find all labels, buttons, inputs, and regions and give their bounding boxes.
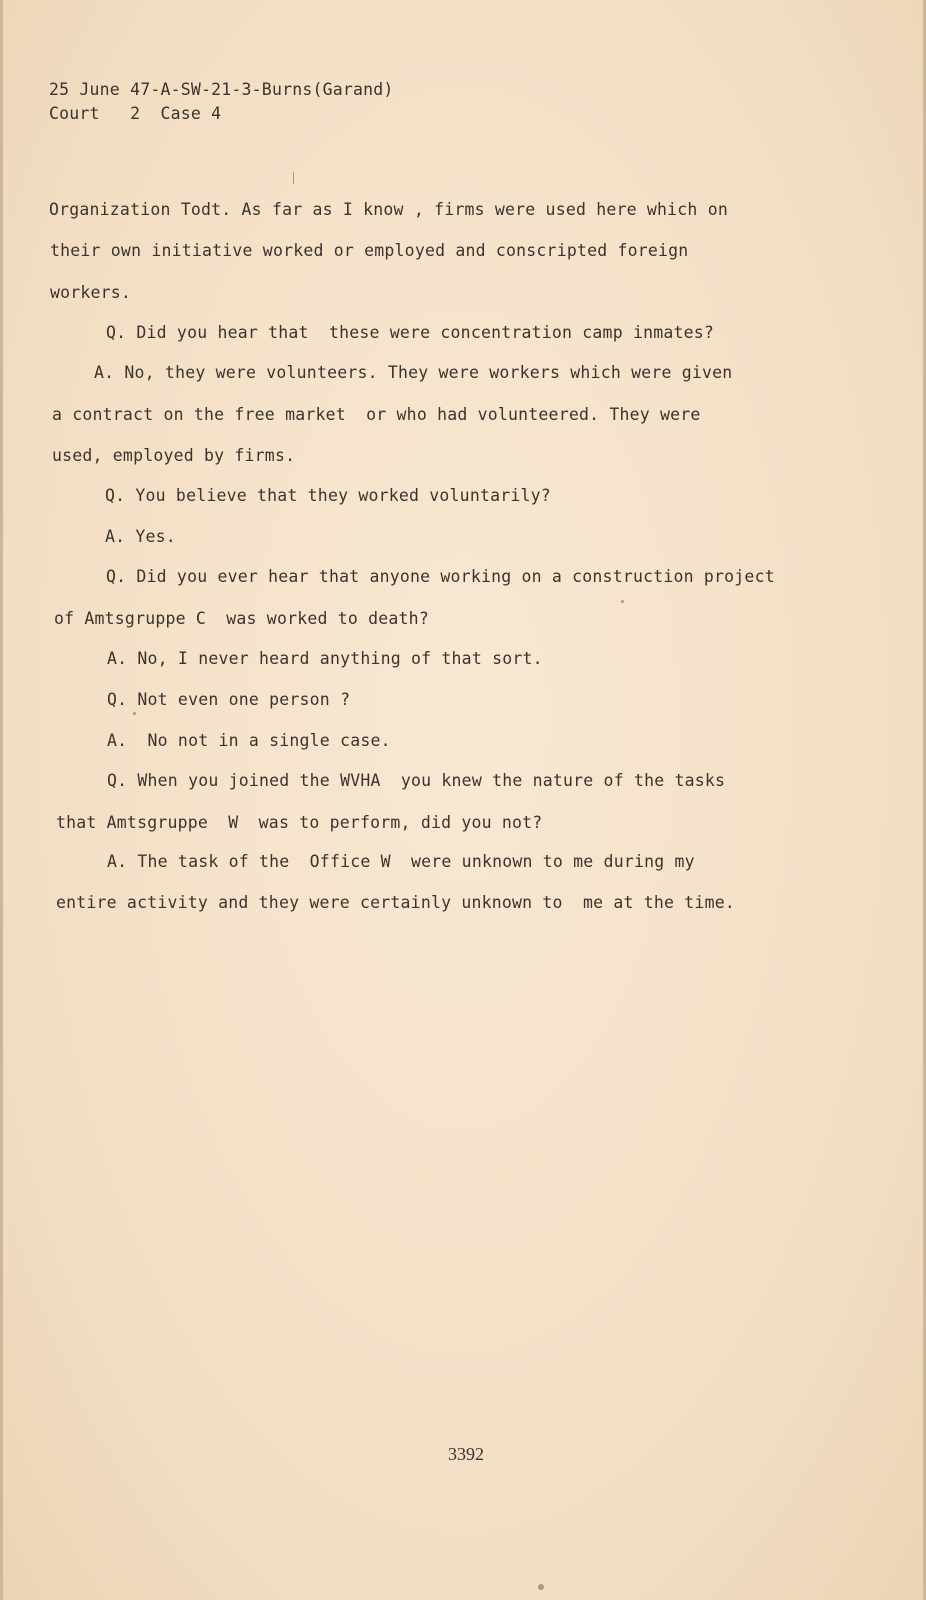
transcript-line: entire activity and they were certainly unknown to me at the time. (56, 893, 735, 912)
header-court-case-line: Court 2 Case 4 (49, 104, 222, 123)
transcript-line: their own initiative worked or employed and conscripted foreign (50, 241, 689, 260)
transcript-question: Q. Did you ever hear that anyone working on a construction project (106, 567, 775, 586)
paper-mark (621, 600, 624, 603)
header-reference-line: 25 June 47-A-SW-21-3-Burns(Garand) (49, 80, 394, 99)
paper-mark (293, 172, 294, 184)
transcript-question: Q. You believe that they worked voluntarily? (105, 486, 551, 505)
paper-mark (133, 712, 136, 715)
transcript-answer: A. No not in a single case. (107, 731, 391, 750)
transcript-answer: A. No, I never heard anything of that sort. (107, 649, 543, 668)
document-header (49, 78, 394, 126)
transcript-line: Organization Todt. As far as I know , firms were used here which on (49, 200, 728, 219)
transcript-line: that Amtsgruppe W was to perform, did you not? (56, 813, 543, 832)
transcript-answer: A. No, they were volunteers. They were workers which were given (94, 363, 733, 382)
paper-mark (538, 1584, 544, 1590)
transcript-question: Q. When you joined the WVHA you knew the nature of the tasks (107, 771, 726, 790)
transcript-line: workers. (50, 283, 132, 302)
transcript-answer: A. The task of the Office W were unknown to me during my (107, 852, 695, 871)
transcript-line: of Amtsgruppe C was worked to death? (54, 609, 429, 628)
transcript-question: Q. Not even one person ? (107, 690, 351, 709)
transcript-line: used, employed by firms. (52, 446, 296, 465)
transcript-answer: A. Yes. (105, 527, 176, 546)
page-number: 3392 (448, 1444, 484, 1464)
transcript-line: a contract on the free market or who had volunteered. They were (52, 405, 701, 424)
transcript-question: Q. Did you hear that these were concentration camp inmates? (106, 323, 715, 342)
